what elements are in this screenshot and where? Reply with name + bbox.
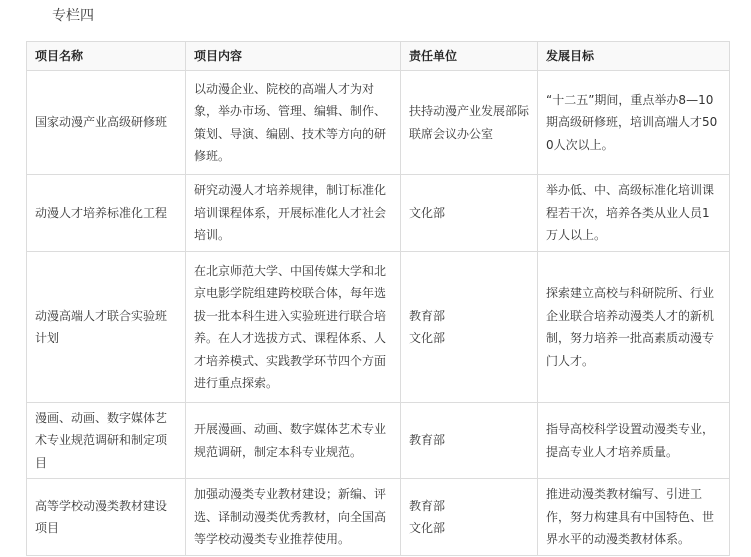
header-project-name: 项目名称 — [27, 42, 186, 71]
responsible-unit-cell: 教育部 文化部 — [401, 252, 538, 403]
project-name-cell: 动漫高端人才联合实验班计划 — [27, 252, 186, 403]
header-development-goal: 发展目标 — [538, 42, 730, 71]
project-content-cell: 开展漫画、动画、数字媒体艺术专业规范调研，制定本科专业规范。 — [186, 403, 401, 479]
table-row — [27, 71, 730, 175]
table-header-row — [27, 42, 730, 71]
project-content-cell: 研究动漫人才培养规律，制订标准化培训课程体系，开展标准化人才社会培训。 — [186, 175, 401, 252]
header-responsible-unit: 责任单位 — [401, 42, 538, 71]
responsible-unit-cell: 扶持动漫产业发展部际联席会议办公室 — [401, 71, 538, 175]
table-row — [27, 175, 730, 252]
development-goal-cell: 举办低、中、高级标准化培训课程若干次，培养各类从业人员1万人以上。 — [538, 175, 730, 252]
header-project-content: 项目内容 — [186, 42, 401, 71]
development-goal-cell: 探索建立高校与科研院所、行业企业联合培养动漫类人才的新机制，努力培养一批高素质动漫专门人才。 — [538, 252, 730, 403]
project-name-cell: 动漫人才培养标准化工程 — [27, 175, 186, 252]
column-title: 专栏四 — [52, 8, 94, 24]
project-content-cell: 加强动漫类专业教材建设；新编、评选、译制动漫类优秀教材，向全国高等学校动漫类专业推荐使用。 — [186, 479, 401, 556]
responsible-unit-cell: 教育部 文化部 — [401, 479, 538, 556]
project-name-cell: 国家动漫产业高级研修班 — [27, 71, 186, 175]
project-name-cell: 漫画、动画、数字媒体艺术专业规范调研和制定项目 — [27, 403, 186, 479]
project-table — [26, 41, 730, 556]
development-goal-cell: “十二五”期间，重点举办8—10期高级研修班，培训高端人才500人次以上。 — [538, 71, 730, 175]
table-row — [27, 403, 730, 479]
project-content-cell: 以动漫企业、院校的高端人才为对象，举办市场、管理、编辑、制作、策划、导演、编剧、技术等方向的研修班。 — [186, 71, 401, 175]
responsible-unit-cell: 教育部 — [401, 403, 538, 479]
table-row — [27, 252, 730, 403]
development-goal-cell: 推进动漫类教材编写、引进工作，努力构建具有中国特色、世界水平的动漫类教材体系。 — [538, 479, 730, 556]
table-row — [27, 479, 730, 556]
responsible-unit-cell: 文化部 — [401, 175, 538, 252]
project-content-cell: 在北京师范大学、中国传媒大学和北京电影学院组建跨校联合体，每年选拔一批本科生进入实验班进行联合培养。在人才选拔方式、课程体系、人才培养模式、实践教学环节四个方面进行重点探索。 — [186, 252, 401, 403]
project-name-cell: 高等学校动漫类教材建设项目 — [27, 479, 186, 556]
development-goal-cell: 指导高校科学设置动漫类专业，提高专业人才培养质量。 — [538, 403, 730, 479]
